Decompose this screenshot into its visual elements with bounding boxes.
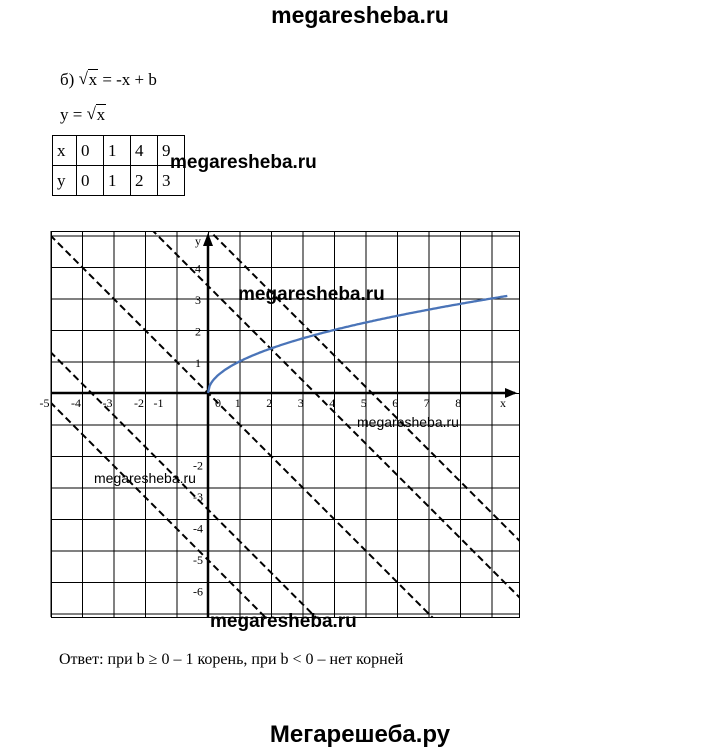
- x-tick-label: 1: [234, 396, 241, 410]
- x-tick-label: 7: [423, 396, 430, 410]
- y-tick-label: 2: [195, 324, 201, 339]
- table-cell: 1: [104, 136, 131, 166]
- y-tick-label: 1: [195, 355, 201, 370]
- y-tick-label: -4: [193, 521, 203, 536]
- watermark: megaresheba.ru: [357, 414, 459, 430]
- watermark: megaresheba.ru: [210, 611, 357, 632]
- y-tick-label: 4: [195, 261, 201, 276]
- x-tick-label: -4: [71, 396, 81, 410]
- table-cell: 2: [131, 166, 158, 196]
- y-tick-label: -2: [193, 458, 203, 473]
- dashed-line: [19, 40, 555, 576]
- x-tick-label: -1: [153, 396, 164, 410]
- table-cell: 4: [131, 136, 158, 166]
- x-tick-label: 3: [297, 396, 304, 410]
- dashed-line: [19, 97, 555, 633]
- equation-rhs: = -x + b: [98, 70, 157, 89]
- x-axis-label: x: [500, 396, 506, 410]
- function-argument: x: [96, 105, 106, 124]
- watermark: megaresheba.ru: [238, 284, 385, 305]
- y-tick-label: -5: [193, 552, 203, 567]
- sqrt-argument: x: [88, 70, 98, 89]
- table-cell: 0: [77, 166, 104, 196]
- table-cell: 9: [158, 136, 185, 166]
- x-axis-arrow: [505, 388, 517, 398]
- x-tick-label: -5: [39, 396, 50, 410]
- dashed-line: [19, 371, 555, 755]
- x-tick-label: -3: [102, 396, 113, 410]
- table-head-y: y: [53, 166, 77, 196]
- site-footer: Мегарешеба.ру: [269, 721, 451, 748]
- x-tick-label: 8: [455, 396, 462, 410]
- dashed-line: [19, 321, 555, 755]
- x-tick-label: 6: [392, 396, 399, 410]
- y-tick-label: -3: [193, 489, 203, 504]
- x-tick-label: 5: [360, 396, 367, 410]
- watermark: megaresheba.ru: [170, 152, 317, 173]
- x-tick-label: 0: [215, 396, 221, 410]
- x-tick-label: 2: [266, 396, 273, 410]
- x-tick-label: 4: [329, 396, 336, 410]
- watermark: megaresheba.ru: [94, 470, 196, 486]
- table-cell: 1: [104, 166, 131, 196]
- x-tick-label: -2: [134, 396, 144, 410]
- y-tick-label: -6: [193, 584, 203, 599]
- y-tick-label: 3: [195, 292, 201, 307]
- table-cell: 3: [158, 166, 185, 196]
- table-head-x: x: [53, 136, 77, 166]
- answer-text: Ответ: при b ≥ 0 – 1 корень, при b < 0 – нет корней: [59, 651, 404, 668]
- function-lhs: y =: [60, 105, 87, 124]
- site-header: megaresheba.ru: [271, 2, 449, 28]
- part-label: б): [60, 70, 75, 89]
- table-cell: 0: [77, 136, 104, 166]
- y-axis-label: y: [195, 234, 201, 248]
- y-axis-arrow: [203, 233, 213, 246]
